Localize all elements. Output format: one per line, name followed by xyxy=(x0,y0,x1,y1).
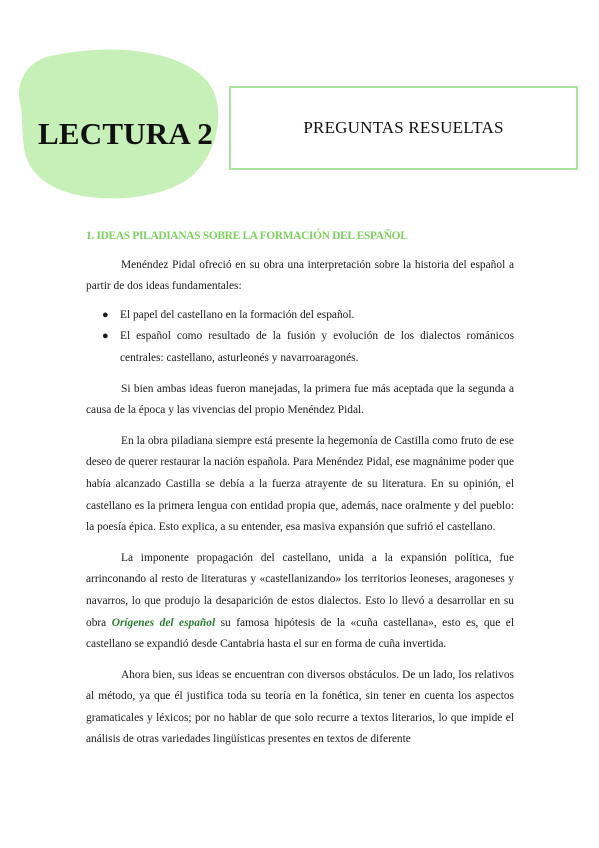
bullet-dot-icon: ● xyxy=(102,308,109,321)
section-heading: 1. IDEAS PILADIANAS SOBRE LA FORMACIÓN DEL ESPAÑOL xyxy=(86,230,408,242)
list-item xyxy=(86,326,514,369)
list-item-text: El papel del castellano en la formación del español. xyxy=(120,308,355,321)
header-box-title: PREGUNTAS RESUELTAS xyxy=(303,118,504,137)
bullet-dot-icon: ● xyxy=(102,330,109,343)
list-item-text: El español como resultado de la fusión y evolución de los dialectos románicos centrales: castellano, asturleonés y navarroaragonés. xyxy=(120,330,514,364)
header-box xyxy=(229,86,578,170)
lesson-title: LECTURA 2 xyxy=(38,116,213,151)
paragraph-2: Si bien ambas ideas fueron manejadas, la primera fue más aceptada que la segunda a causa de la época y las vivencias del propio Menéndez Pidal. xyxy=(86,382,514,417)
paragraph-4-text-b: su famosa hipótesis de la «cuña castellana», esto es, que el castellano se expandió desde Cantabria hasta el sur en forma de cuña invertida. xyxy=(86,616,514,651)
list-item xyxy=(86,305,514,327)
paragraph-4 xyxy=(86,548,514,656)
paragraph-4-text-a: La imponente propagación del castellano, unida a la expansión política, fue arrinconando al resto de literaturas y «castellanizando» los territorios leoneses, aragoneses y navarros, lo que produjo la desaparición de estos dialectos. Esto lo llevó a desarrollar en su obra xyxy=(86,551,514,629)
book-title: Orígenes del español xyxy=(111,616,216,629)
paragraph-3: En la obra piladiana siempre está presente la hegemonía de Castilla como fruto de ese deseo de querer restaurar la nación española. Para Menéndez Pidal, ese magnánime poder que había alcanzado Castilla se debía a la fuerza atrayente de su literatura. En su opinión, el castellano es la primera lengua con entidad propia que, además, nace oralmente y del pueblo: la poesía épica. Esto explica, a su entender, esa masiva expansión que sufrió el castellano. xyxy=(86,434,514,534)
document-body xyxy=(86,226,514,751)
paragraph-5: Ahora bien, sus ideas se encuentran con diversos obstáculos. De un lado, los relativos al método, ya que él justifica toda su teoría en la fonética, sin tener en cuenta los aspectos gramaticales y léxicos; por no hablar de que solo recurre a textos literarios, lo que impide el análisis de otras variedades lingüísticas presentes en textos de diferente xyxy=(86,668,514,746)
paragraph-intro: Menéndez Pidal ofreció en su obra una interpretación sobre la historia del español a partir de dos ideas fundamentales: xyxy=(86,258,514,293)
bullet-list xyxy=(86,305,514,370)
